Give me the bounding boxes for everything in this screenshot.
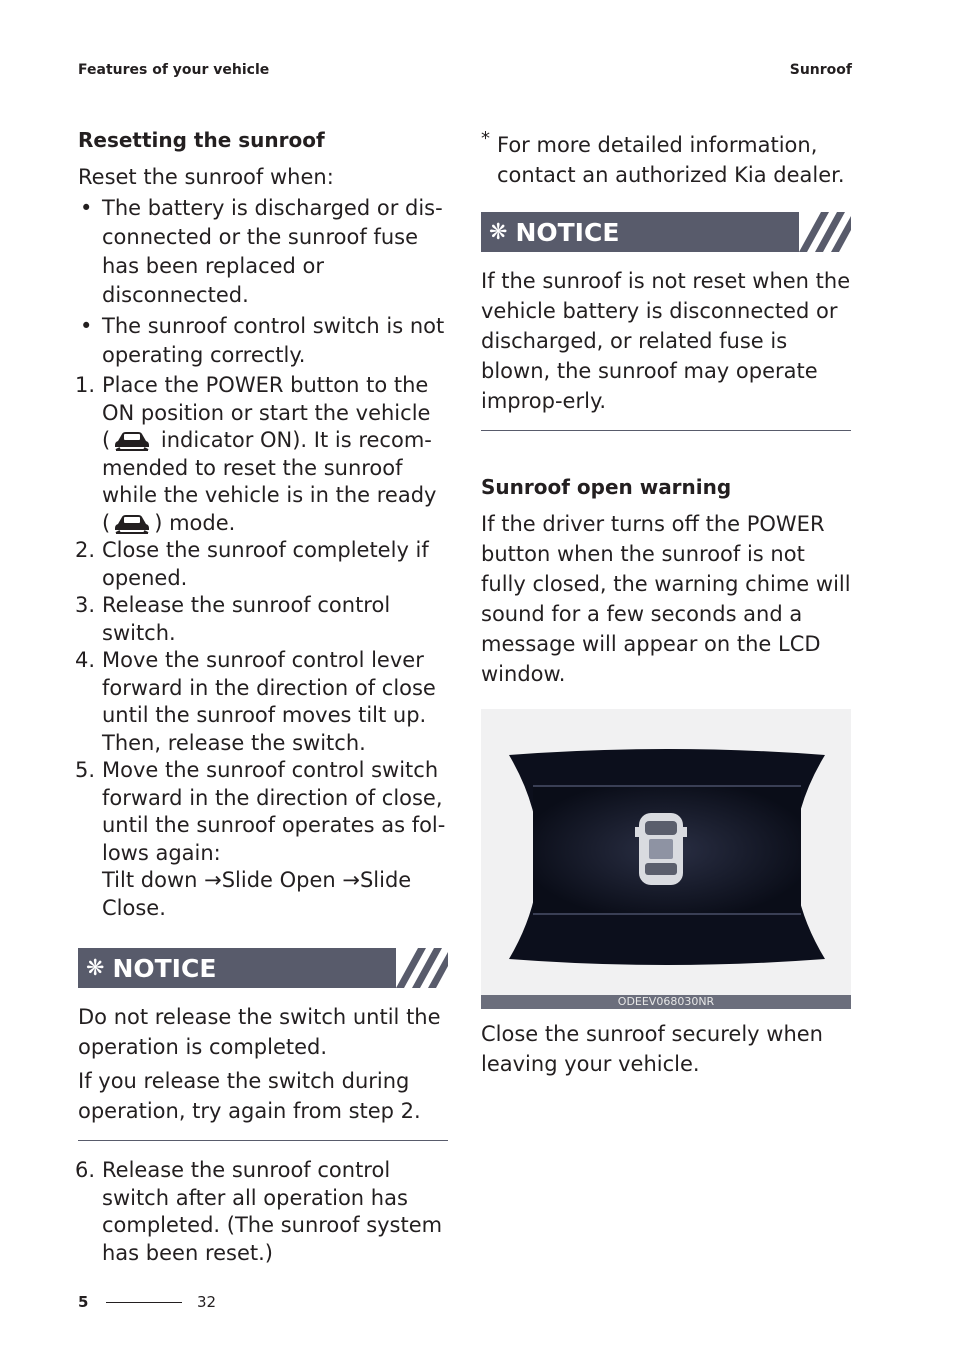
open-warning-heading: Sunroof open warning bbox=[481, 475, 732, 499]
left-column bbox=[75, 128, 448, 1267]
lcd-warning-figure bbox=[481, 709, 851, 1009]
list-item: • The sunroof control switch is not operating correctly. bbox=[78, 312, 448, 370]
step-text: Move the sunroof control switch forward in the direction of close, until the sunroof operates as fol-lows again: bbox=[102, 758, 446, 865]
step-number: 5. bbox=[75, 758, 96, 782]
step-number: 4. bbox=[75, 648, 96, 672]
step-text: Release the sunroof control switch after all operation has completed. (The sunroof system has been reset.) bbox=[102, 1158, 443, 1265]
step-text: Close the sunroof completely if opened. bbox=[102, 538, 429, 590]
lcd-display-illustration bbox=[481, 709, 851, 995]
notice-star-icon: ❋ bbox=[489, 219, 508, 245]
notice-text: If you release the switch during operation, try again from step 2. bbox=[78, 1069, 421, 1123]
footnote-text: For more detailed information, contact an authorized Kia dealer. bbox=[497, 133, 845, 187]
divider bbox=[78, 1140, 448, 1141]
car-top-view-icon bbox=[635, 813, 687, 885]
footer-section-number: 5 bbox=[78, 1293, 89, 1311]
reset-steps-list bbox=[75, 372, 448, 922]
divider bbox=[481, 430, 851, 431]
notice-title: NOTICE bbox=[515, 217, 620, 247]
resetting-heading: Resetting the sunroof bbox=[78, 128, 325, 152]
step-2 bbox=[75, 537, 448, 592]
closing-text: Close the sunroof securely when leaving your vehicle. bbox=[481, 1022, 823, 1076]
footer-divider bbox=[106, 1302, 182, 1303]
right-column bbox=[481, 130, 851, 1081]
footnote-mark: * bbox=[481, 128, 490, 149]
notice-text: Do not release the switch until the operation is completed. bbox=[78, 1005, 441, 1059]
step-1: 1. Place the POWER button to the ON position or start the vehicle ( indicator ON). It is recom-mended to reset the sunroof while the vehicle is in the ready ( ) mode. bbox=[75, 373, 437, 535]
ready-car-indicator-icon bbox=[112, 511, 152, 535]
step-text: Release the sunroof control switch. bbox=[102, 593, 391, 645]
step-5-sequence: Tilt down →Slide Open →Slide Close. bbox=[102, 868, 412, 920]
step-3 bbox=[75, 592, 448, 647]
figure-code: ODEEV068030NR bbox=[481, 995, 851, 1009]
step-1-text-c: ) mode. bbox=[154, 510, 236, 535]
notice-box-left bbox=[78, 948, 448, 988]
open-warning-text: If the driver turns off the POWER button when the sunroof is not fully closed, the warning chime will sound for a few seconds and a message will appear on the LCD window. bbox=[481, 512, 851, 686]
step-6 bbox=[75, 1157, 448, 1267]
slash-stripes-icon bbox=[799, 212, 851, 252]
footnote bbox=[481, 130, 851, 190]
footer-page-number: 32 bbox=[197, 1293, 217, 1311]
step-1-text-b: indicator ON). It is recom-mended to reset the sunroof while the vehicle is in the ready bbox=[102, 428, 437, 507]
step-number: 3. bbox=[75, 593, 96, 617]
header-topic-title: Sunroof bbox=[789, 62, 852, 78]
step-1-text-a: Place the POWER button to the ON position or start the vehicle bbox=[102, 373, 431, 425]
reset-intro: Reset the sunroof when: bbox=[78, 165, 334, 189]
step-number: 1. bbox=[75, 373, 96, 397]
step-4 bbox=[75, 647, 448, 757]
reset-steps-list-continued bbox=[75, 1157, 448, 1267]
step-number: 2. bbox=[75, 538, 96, 562]
list-item: • The battery is discharged or dis-connected or the sunroof fuse has been replaced or disconnected. bbox=[78, 194, 448, 310]
notice-title: NOTICE bbox=[112, 953, 217, 983]
slash-stripes-icon bbox=[396, 948, 448, 988]
header-section-title: Features of your vehicle bbox=[78, 62, 270, 78]
reset-conditions-list bbox=[78, 194, 448, 370]
step-5 bbox=[75, 757, 448, 922]
notice-box-right bbox=[481, 212, 851, 252]
notice-star-icon: ❋ bbox=[86, 955, 105, 981]
step-number: 6. bbox=[75, 1158, 96, 1182]
ready-car-indicator-icon bbox=[112, 428, 152, 452]
notice-text: If the sunroof is not reset when the vehicle battery is disconnected or discharged, or related fuse is blown, the sunroof may operate improp-erly. bbox=[481, 269, 851, 413]
step-text: Move the sunroof control lever forward in the direction of close until the sunroof moves tilt up. Then, release the switch. bbox=[102, 648, 436, 755]
